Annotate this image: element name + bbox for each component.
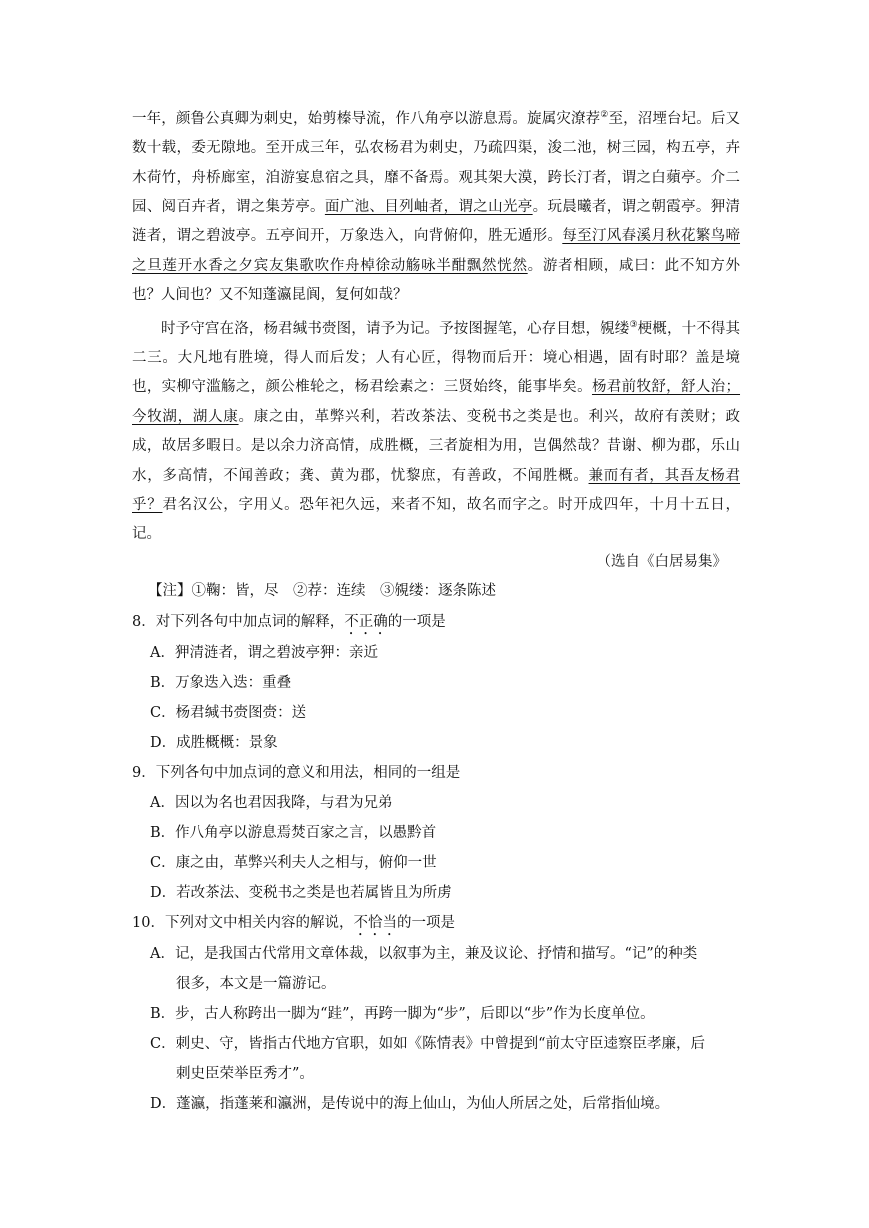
emphasis-text: 不恰当 (353, 915, 397, 931)
question-10-option-b (150, 999, 742, 1029)
question-9-option-b: B．作八角亭以游息焉焚百家之言，以愚黔首 (150, 825, 437, 841)
option-line: B．步，古人称跨出一脚为“跬”，再跨一脚为“步”，后即以“步”作为长度单位。 (150, 1006, 655, 1022)
footnote-marker: ② (600, 110, 609, 120)
source-citation: （选自《白居易集》 (596, 554, 727, 570)
text-run: 。康之由，革弊兴利，若改茶法、变税书之类是也。利兴，故府有羡财；政成，故居多暇日。是以余力济高情，成胜概，三者旋相为用，岂偶然哉？昔谢、柳为郡，乐山水，多高情，不闻善政；龚、黄为郡，忧黎庶，有善政，不闻胜概。 (132, 408, 741, 484)
option-line: D．蓬瀛，指蓬莱和瀛洲，是传说中的海上仙山，为仙人所居之处，后常指仙境。 (150, 1096, 670, 1112)
question-10-option-d (150, 1089, 742, 1119)
question-10-stem (132, 908, 742, 939)
text-run: 梗概，十不得其二三。大凡地有胜境，得人而后发；人有心匠，得物而后开：境心相遇，固有时耶？盖是境也，实柳守滥觞之，颜公椎轮之，杨君绘素之：三贤始终，能事毕矣。 (132, 320, 741, 396)
text-run: 一年，颜鲁公真卿为刺史，始剪榛导流，作八角亭以游息焉。旋属灾潦荐 (132, 110, 601, 127)
question-8-option-b: B．万象迭入迭：重叠 (150, 675, 292, 691)
question-9-stem: 9．下列各句中加点词的意义和用法，相同的一组是 (132, 765, 461, 781)
footnote-marker: ③ (629, 319, 638, 330)
question-8-option-c: C．杨君缄书赍图赍：送 (150, 705, 307, 721)
footnotes: 【注】①鞠：皆，尽 ②荐：连续 ③覙缕：逐条陈述 (148, 583, 496, 599)
question-9-option-c: C．康之由，革弊兴利夫人之相与，俯仰一世 (150, 855, 437, 871)
text-run: 时予守宫在洛，杨君缄书赍图，请予为记。予按图握笔，心存目想，覙缕 (161, 320, 630, 337)
stem-text: 的一项是 (387, 614, 446, 630)
question-8-option-d: D．成胜概概：景象 (150, 735, 278, 751)
underlined-sentence: 杨君前牧舒，舒人治；今牧湖，湖人康 (132, 379, 741, 425)
question-9-option-d: D．若改茶法、变税书之类是也若属皆且为所虏 (150, 885, 452, 901)
emphasis-text: 不正确 (344, 614, 388, 630)
option-continuation: 很多，本文是一篇游记。 (176, 976, 336, 992)
stem-text: 的一项是 (396, 915, 455, 931)
option-line: C．刺史、守，皆指古代地方官职，如如《陈情表》中曾提到“前太守臣逵察臣孝廉，后 (150, 1036, 706, 1052)
question-8-option-a: A．狎清涟者，谓之碧波亭狎：亲近 (150, 645, 378, 661)
question-10-option-a (150, 939, 742, 999)
passage-paragraph-1 (132, 101, 740, 311)
stem-text: 10．下列对文中相关内容的解说， (132, 915, 354, 931)
passage-paragraph-2 (132, 311, 740, 550)
option-continuation: 刺史臣荣举臣秀才”。 (176, 1066, 314, 1082)
underlined-sentence: 面广池、目列岫者，谓之山光亭 (324, 199, 533, 216)
passage (132, 101, 740, 550)
option-line: A．记，是我国古代常用文章体裁，以叙事为主，兼及议论、抒情和描写。“记”的种类 (150, 946, 698, 962)
stem-text: 8．对下列各句中加点词的解释， (132, 614, 345, 630)
text-run: 。游者相顾，咸曰：此不知方外也？人间也？又不知蓬瀛昆阆，复何如哉？ (132, 257, 741, 304)
question-10-option-c (150, 1029, 742, 1089)
text-run: 。玩晨曦者，谓之朝霞亭。狎清涟者，谓之碧波亭。五亭间开，万象迭入，向背俯仰，胜无遁形。 (132, 199, 741, 245)
text-run: 至，沼堙台圮。后又数十载，委无隙地。至开成三年，弘农杨君为刺史，乃疏四渠，浚二池，树三园，构五亭，卉木荷竹，舟桥廊室，洎游宴息宿之具，靡不备焉。观其架大漠，跨长汀者，谓之白蘋亭。介二园、阅百卉者，谓之集芳亭。 (132, 110, 740, 216)
question-8-stem (132, 607, 742, 638)
underlined-sentence: 兼而有者，其吾友杨君乎？ (132, 467, 741, 513)
question-9-option-a: A．因以为名也君因我降，与君为兄弟 (150, 795, 393, 811)
underlined-sentence: 每至汀风春溪月秋花繁鸟啼之旦莲开水香之夕宾友集歌吹作舟棹徐动觞咏半酣飘然恍然 (132, 228, 741, 274)
text-run: 君名汉公，字用乂。恐年祀久远，来者不知，故名而字之。时开成四年，十月十五日，记。 (132, 496, 740, 543)
questions (132, 607, 742, 1119)
